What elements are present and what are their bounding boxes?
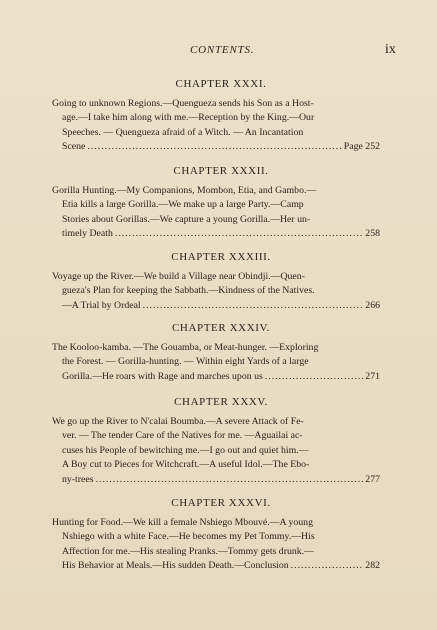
dot-leader <box>265 370 364 384</box>
chapter-page-number: 266 <box>365 299 380 311</box>
chapter-page-number: Page 252 <box>343 141 380 153</box>
chapter-summary <box>52 184 380 242</box>
chapter-title: CHAPTER XXXII. <box>173 165 269 177</box>
summary-last-line <box>62 559 380 573</box>
dot-leader <box>143 299 364 313</box>
chapter-title: CHAPTER XXXIII. <box>171 251 271 263</box>
summary-line: We go up the River to N'calai Boumba.—A severe Attack of Fe- <box>52 416 304 427</box>
summary-line: Speeches. — Quengueza afraid of a Witch. — An Incantation <box>62 126 304 138</box>
chapter-page-number: 271 <box>365 370 380 382</box>
summary-line: Nshiego with a white Face.—He becomes my Pet Tommy.—His <box>62 531 315 543</box>
chapter-page-number: 258 <box>365 228 380 240</box>
dot-leader <box>115 227 363 241</box>
summary-line: Gorilla.—He roars with Rage and marches upon us <box>62 370 263 382</box>
summary-line: the Forest. — Gorilla-hunting. — Within eight Yards of a large <box>62 356 309 368</box>
chapter-summary <box>52 97 380 155</box>
chapter-entry <box>52 322 380 384</box>
summary-last-line <box>62 227 380 241</box>
chapter-entry <box>52 165 380 242</box>
summary-line: Hunting for Food.—We kill a female Nshiego Mbouvé.—A young <box>52 517 313 528</box>
summary-line: Voyage up the River.—We build a Village near Obindji.—Quen- <box>52 271 305 282</box>
chapter-title: CHAPTER XXXIV. <box>171 322 271 334</box>
chapter-entry <box>52 396 380 487</box>
chapter-entry <box>52 497 380 574</box>
chapter-title: CHAPTER XXXVI. <box>171 497 271 509</box>
dot-leader <box>291 559 364 573</box>
summary-line: The Kooloo-kamba. —The Gouamba, or Meat-hunger. —Exploring <box>52 342 319 353</box>
chapter-summary <box>52 341 380 384</box>
summary-line: gueza's Plan for keeping the Sabbath.—Kindness of the Natives. <box>62 285 315 297</box>
dot-leader <box>96 473 364 487</box>
summary-line: Stories about Gorillas.—We capture a young Gorilla.—Her un- <box>62 213 311 225</box>
summary-line: age.—I take him along with me.—Reception by the King.—Our <box>62 112 315 124</box>
running-header <box>0 44 437 62</box>
summary-line: Affection for me.—His stealing Pranks.—Tommy gets drunk.— <box>62 545 314 557</box>
summary-line: Scene <box>62 141 86 153</box>
chapter-summary <box>52 415 380 487</box>
summary-line: —A Trial by Ordeal <box>62 299 141 311</box>
summary-last-line <box>62 370 380 384</box>
header-page-number: ix <box>385 42 396 57</box>
chapter-title: CHAPTER XXXI. <box>175 78 267 90</box>
summary-line: A Boy cut to Pieces for Witchcraft.—A useful Idol.—The Ebo- <box>62 459 310 471</box>
summary-line: His Behavior at Meals.—His sudden Death.—Conclusion <box>62 560 289 572</box>
summary-line: ny-trees <box>62 473 94 485</box>
chapter-summary <box>52 516 380 574</box>
chapter-page-number: 277 <box>365 473 380 485</box>
summary-line: cuses his People of bewitching me.—I go out and quiet him.— <box>62 444 309 456</box>
summary-line: timely Death <box>62 228 113 240</box>
summary-line: Etia kills a large Gorilla.—We make up a large Party.—Camp <box>62 199 304 211</box>
chapter-summary <box>52 270 380 313</box>
chapter-entry <box>52 251 380 313</box>
summary-line: Gorilla Hunting.—My Companions, Mombon, Etia, and Gambo.— <box>52 185 317 196</box>
dot-leader <box>87 140 341 154</box>
chapter-page-number: 282 <box>365 560 380 572</box>
summary-line: Going to unknown Regions.—Quengueza sends his Son as a Host- <box>52 98 314 109</box>
summary-last-line <box>62 140 380 154</box>
summary-line: ver. — The tender Care of the Natives for me. —Aguailai ac- <box>62 430 303 442</box>
summary-last-line <box>62 473 380 487</box>
chapter-title: CHAPTER XXXV. <box>174 396 268 408</box>
summary-last-line <box>62 299 380 313</box>
header-title: CONTENTS. <box>190 44 255 56</box>
chapter-entry <box>52 78 380 155</box>
